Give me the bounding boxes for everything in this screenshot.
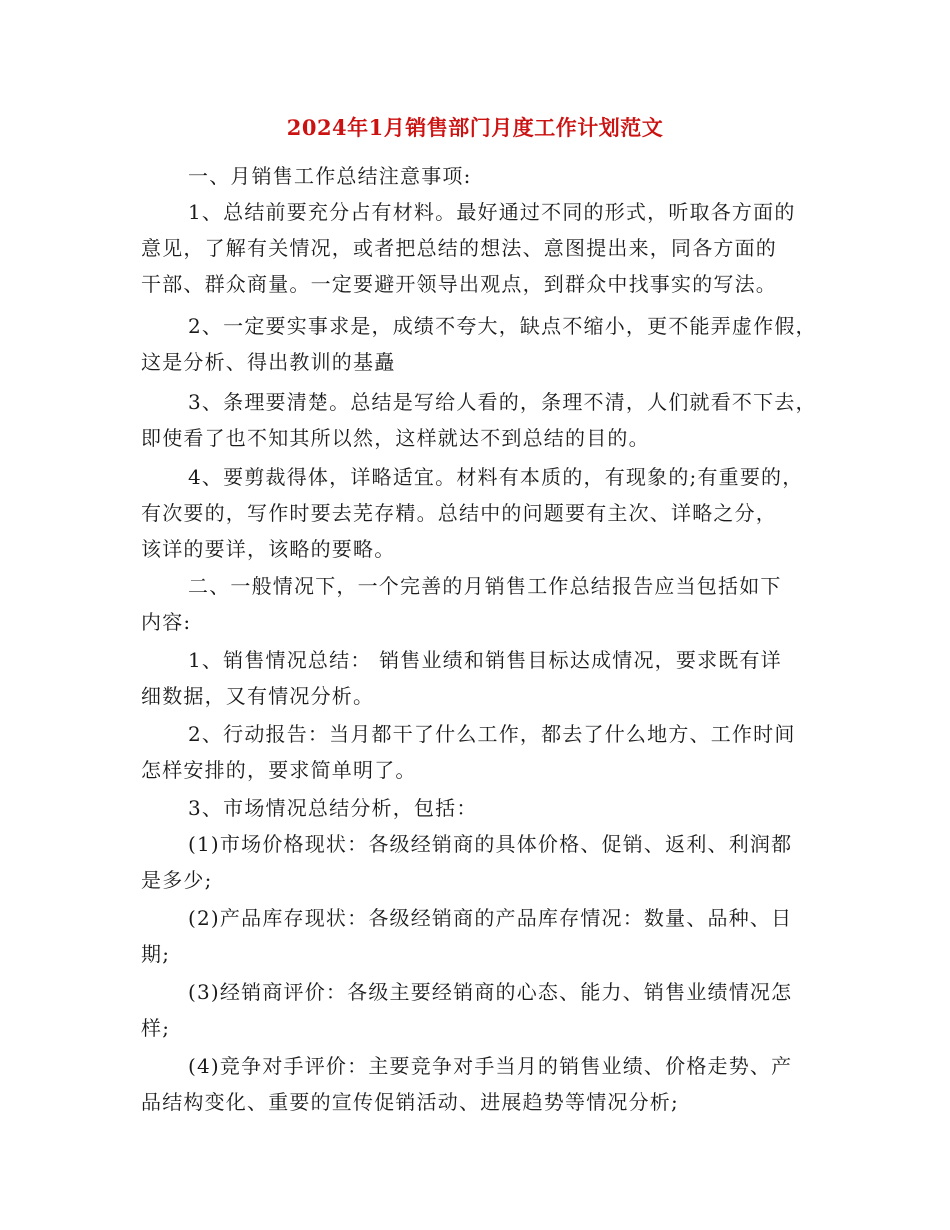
- paragraph-line: 意见，了解有关情况，或者把总结的想法、意图提出来，同各方面的: [141, 236, 777, 260]
- paragraph-line: 4、要剪裁得体，详略适宜。材料有本质的，有现象的;有重要的，: [188, 465, 804, 489]
- paragraph-line: 1、总结前要充分占有材料。最好通过不同的形式，听取各方面的: [188, 200, 796, 224]
- paragraph-line: (3)经销商评价：各级主要经销商的心态、能力、销售业绩情况怎: [188, 980, 793, 1004]
- paragraph-line: 干部、群众商量。一定要避开领导出观点，到群众中找事实的写法。: [141, 272, 777, 296]
- paragraph-line: 有次要的，写作时要去芜存精。总结中的问题要有主次、详略之分，: [141, 501, 777, 525]
- paragraph-line: 该详的要详，该略的要略。: [141, 537, 396, 561]
- paragraph-line: 2、一定要实事求是，成绩不夸大，缺点不缩小，更不能弄虚作假，: [188, 314, 817, 338]
- paragraph-line: 1、销售情况总结： 销售业绩和销售目标达成情况，要求既有详: [188, 648, 782, 672]
- paragraph-line: 即使看了也不知其所以然，这样就达不到总结的目的。: [141, 426, 650, 450]
- paragraph-line: 细数据，又有情况分析。: [141, 684, 375, 708]
- paragraph-line: 3、条理要清楚。总结是写给人看的，条理不清，人们就看不下去，: [188, 390, 817, 414]
- paragraph-line: 3、市场情况总结分析，包括：: [188, 796, 478, 820]
- paragraph-line: 样;: [141, 1016, 171, 1040]
- paragraph-line: 是多少;: [141, 868, 213, 892]
- paragraph-line: 品结构变化、重要的宣传促销活动、进展趋势等情况分析;: [141, 1090, 679, 1114]
- paragraph-line: 内容:: [141, 610, 192, 634]
- paragraph-line: (4)竞争对手评价：主要竞争对手当月的销售业绩、价格走势、产: [188, 1054, 793, 1078]
- paragraph-line: 二、一般情况下，一个完善的月销售工作总结报告应当包括如下: [188, 574, 782, 598]
- paragraph-line: 怎样安排的，要求简单明了。: [141, 758, 417, 782]
- paragraph-line: 2、行动报告：当月都干了什么工作，都去了什么地方、工作时间: [188, 722, 796, 746]
- paragraph-line: 期;: [141, 942, 171, 966]
- paragraph-line: 这是分析、得出教训的基矗: [141, 350, 396, 374]
- paragraph-line: (1)市场价格现状：各级经销商的具体价格、促销、返利、利润都: [188, 832, 793, 856]
- document-title: 2024年1月销售部门月度工作计划范文: [286, 115, 664, 140]
- paragraph-line: (2)产品库存现状：各级经销商的产品库存情况：数量、品种、日: [188, 906, 793, 930]
- paragraph-line: 一、月销售工作总结注意事项:: [188, 164, 472, 188]
